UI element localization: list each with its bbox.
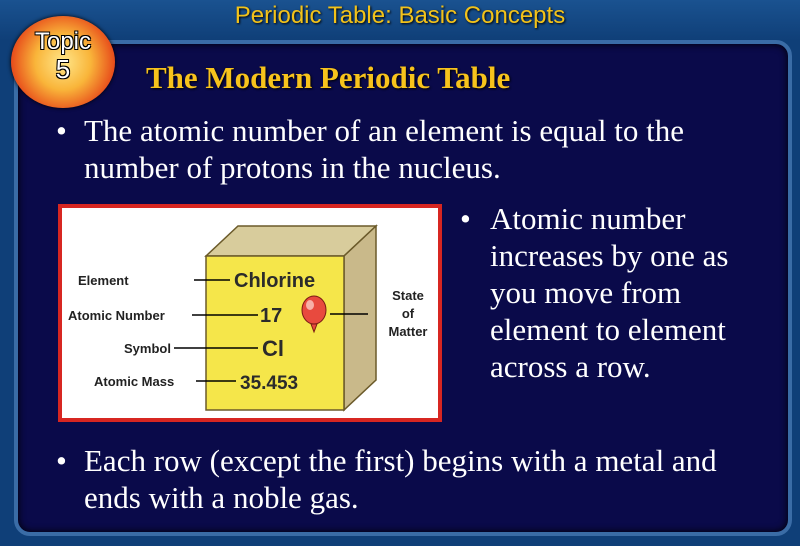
label-state-line2: of [401, 306, 415, 321]
value-element-name: Chlorine [234, 270, 316, 292]
bullet-text: The atomic number of an element is equal to the number of protons in the nucleus. [84, 113, 684, 185]
box-side-face [344, 226, 376, 410]
label-element: Element [78, 273, 129, 288]
label-state-line1: State [392, 288, 424, 303]
value-symbol: Cl [262, 336, 284, 361]
bullet-row-metals-noble-gas [56, 442, 764, 516]
value-atomic-number: 17 [260, 305, 283, 327]
topic-badge [11, 16, 115, 108]
topic-label: Topic [34, 28, 92, 55]
label-symbol: Symbol [124, 341, 171, 356]
topic-number: 5 [55, 54, 71, 84]
bullet-dot-icon: • [56, 113, 67, 148]
label-state-line3: Matter [388, 324, 428, 339]
header-title: Periodic Table: Basic Concepts [234, 2, 566, 29]
value-atomic-mass: 35.453 [240, 373, 299, 394]
slide-title: The Modern Periodic Table [146, 60, 511, 95]
element-key-illustration [62, 208, 438, 418]
label-atomic-mass: Atomic Mass [94, 374, 175, 389]
bullet-text: Each row (except the first) begins with a metal and ends with a noble gas. [84, 443, 717, 515]
label-atomic-number: Atomic Number [68, 308, 165, 323]
element-key-figure [58, 204, 442, 422]
bullet-dot-icon: • [56, 443, 67, 478]
bullet-dot-icon: • [460, 201, 471, 236]
bullet-atomic-number-increases [460, 200, 750, 385]
bullet-atomic-number [56, 112, 764, 186]
bullet-text: Atomic number increases by one as you move from element to element across a row. [490, 201, 729, 384]
